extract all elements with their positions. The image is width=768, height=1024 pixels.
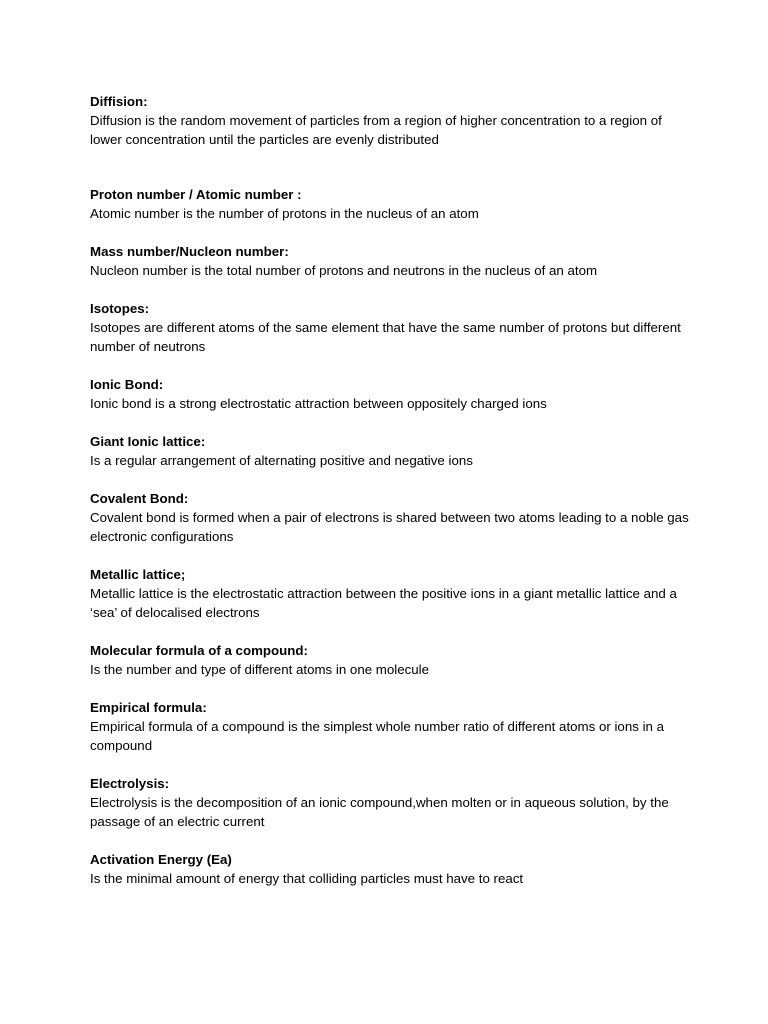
definition-entry-isotopes	[90, 299, 690, 356]
entry-definition: Empirical formula of a compound is the simplest whole number ratio of different atoms or ions in a compound	[90, 719, 665, 753]
entry-term: Activation Energy (Ea)	[90, 852, 232, 867]
definition-entry-giant-ionic-lattice	[90, 432, 690, 470]
entry-definition: Diffusion is the random movement of particles from a region of higher concentration to a region of lower concentration until the particles are evenly distributed	[90, 113, 662, 147]
entry-definition: Is a regular arrangement of alternating positive and negative ions	[90, 453, 473, 468]
definition-entry-electrolysis	[90, 774, 690, 831]
entry-term: Proton number / Atomic number :	[90, 187, 302, 202]
definitions-list	[90, 92, 690, 888]
definition-entry-ionic-bond	[90, 375, 690, 413]
entry-term: Isotopes:	[90, 301, 150, 316]
entry-definition: Electrolysis is the decomposition of an ionic compound,when molten or in aqueous solution, by the passage of an electric current	[90, 795, 669, 829]
entry-term: Covalent Bond:	[90, 491, 189, 506]
entry-definition: Covalent bond is formed when a pair of electrons is shared between two atoms leading to a noble gas electronic configurations	[90, 510, 689, 544]
entry-definition: Atomic number is the number of protons in the nucleus of an atom	[90, 206, 479, 221]
entry-definition: Is the number and type of different atoms in one molecule	[90, 662, 430, 677]
entry-definition: Ionic bond is a strong electrostatic attraction between oppositely charged ions	[90, 396, 547, 411]
entry-term: Electrolysis:	[90, 776, 170, 791]
entry-definition: Metallic lattice is the electrostatic attraction between the positive ions in a giant metallic lattice and a ‘sea’ of delocalised electrons	[90, 586, 677, 620]
entry-definition: Nucleon number is the total number of protons and neutrons in the nucleus of an atom	[90, 263, 598, 278]
definition-entry-empirical-formula	[90, 698, 690, 755]
entry-term: Metallic lattice;	[90, 567, 186, 582]
definition-entry-metallic-lattice	[90, 565, 690, 622]
entry-term: Empirical formula:	[90, 700, 207, 715]
entry-definition: Is the minimal amount of energy that colliding particles must have to react	[90, 871, 524, 886]
entry-term: Mass number/Nucleon number:	[90, 244, 289, 259]
entry-term: Diffision:	[90, 94, 148, 109]
definition-entry-activation-energy	[90, 850, 690, 888]
entry-term: Molecular formula of a compound:	[90, 643, 308, 658]
entry-term: Giant Ionic lattice:	[90, 434, 206, 449]
entry-term: Ionic Bond:	[90, 377, 164, 392]
definition-entry-atomic-number	[90, 185, 690, 223]
entry-definition: Isotopes are different atoms of the same element that have the same number of protons but different number of neutrons	[90, 320, 681, 354]
definition-entry-diffusion	[90, 92, 690, 149]
definition-entry-covalent-bond	[90, 489, 690, 546]
definition-entry-molecular-formula	[90, 641, 690, 679]
definition-entry-nucleon-number	[90, 242, 690, 280]
